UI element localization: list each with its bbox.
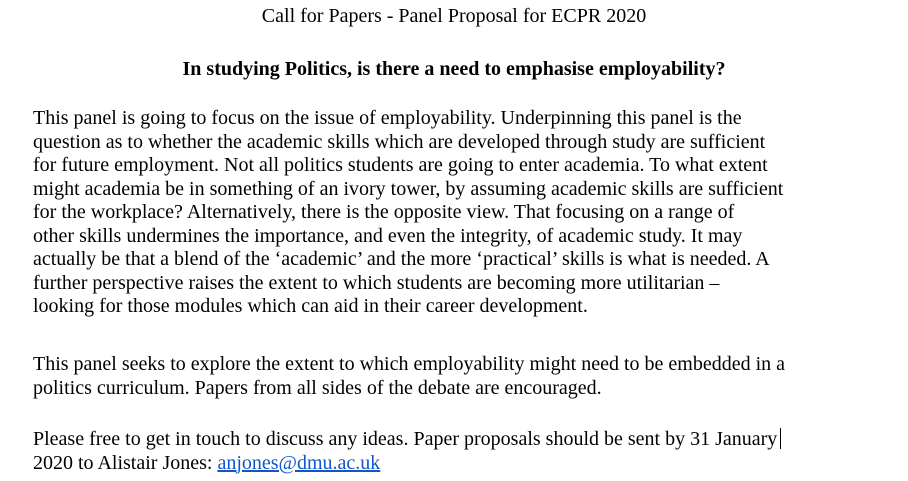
paragraph-line: politics curriculum. Papers from all sides of the debate are encouraged. [33, 376, 602, 399]
paragraph-line: for the workplace? Alternatively, there is the opposite view. That focusing on a range of [33, 201, 735, 223]
contact-line-text: Please free to get in touch to discuss any ideas. Paper proposals should be sent by 31 January [33, 428, 778, 450]
panel-title: In studying Politics, is there a need to emphasise employability? [182, 58, 726, 80]
paragraph-line [33, 428, 781, 452]
paragraph-line: actually be that a blend of the ‘academic’ and the more ‘practical’ skills is what is needed. A [33, 248, 770, 270]
email-link[interactable]: anjones@dmu.ac.uk [217, 451, 381, 474]
text-cursor [780, 428, 781, 449]
document-title: Call for Papers - Panel Proposal for ECPR 2020 [261, 5, 647, 27]
paragraph-line: question as to whether the academic skills which are developed through study are sufficient [33, 130, 766, 153]
paragraph-line: for future employment. Not all politics students are going to enter academia. To what extent [33, 154, 768, 176]
paragraph-contact [33, 428, 781, 475]
paragraph-line: This panel seeks to explore the extent to which employability might need to be embedded in a [33, 353, 786, 375]
paragraph-line: further perspective raises the extent to which students are becoming more utilitarian – [33, 271, 720, 294]
paragraph-line: This panel is going to focus on the issue of employability. Underpinning this panel is the [33, 107, 742, 129]
paragraph-line: other skills undermines the importance, and even the integrity, of academic study. It may [33, 224, 743, 247]
paragraph-line: might academia be in something of an ivory tower, by assuming academic skills are sufficient [33, 177, 784, 200]
paragraph-intro [33, 107, 783, 319]
contact-prefix-text: 2020 to Alistair Jones: [33, 451, 218, 474]
paragraph-line: looking for those modules which can aid in their career development. [33, 295, 588, 317]
paragraph-line [33, 452, 781, 476]
paragraph-aim [33, 353, 785, 400]
